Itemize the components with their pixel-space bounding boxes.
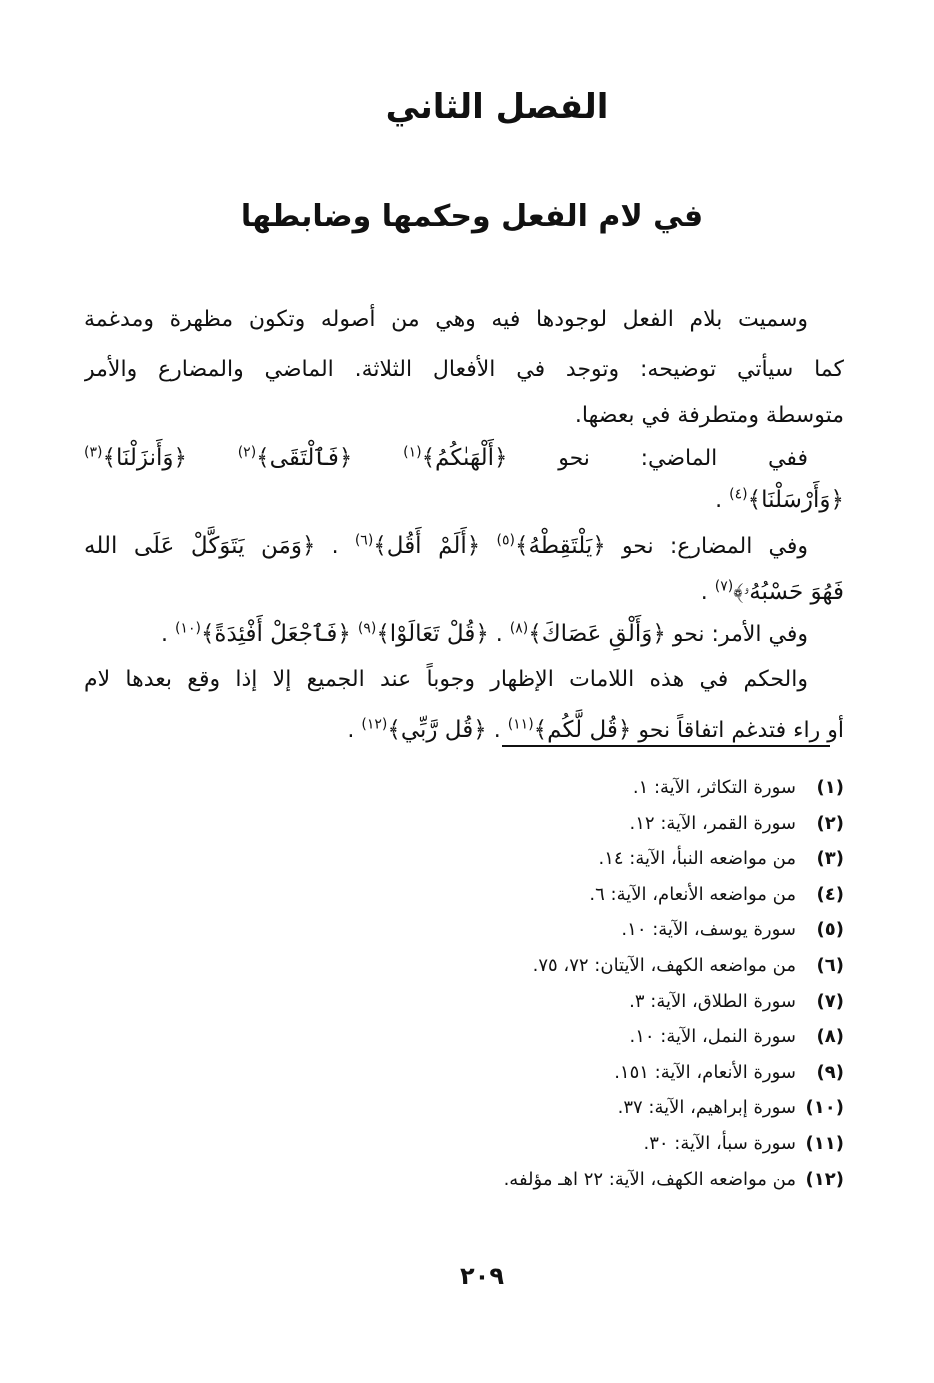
- footnote-ref: (١١): [507, 716, 534, 733]
- footnote-item: [144, 841, 844, 877]
- footnote-ref: (١): [403, 444, 422, 461]
- footnote-ref: (٣): [84, 444, 103, 461]
- footnote-text: من مواضعه الكهف، الآية: ٢٢ اهـ مؤلفه.: [503, 1168, 796, 1190]
- footnote-ref: (٦): [354, 532, 374, 549]
- footnote-number: (١٢): [805, 1168, 844, 1190]
- footnotes-list: [144, 770, 844, 1197]
- footnote-item: [144, 806, 844, 842]
- text-line: كما سيأتي توضيحه: وتوجد في الأفعال الثلاثة. الماضي والمضارع والأمر: [84, 357, 844, 382]
- footnote-number: (٧): [816, 990, 844, 1012]
- footnote-text: سورة الأنعام، الآية: ١٥١.: [614, 1061, 796, 1083]
- footnote-text: سورة سبأ، الآية: ٣٠.: [643, 1132, 796, 1154]
- text-line: فَهُوَ حَسْبُهُۥ﴾$^{(٧)}$ .: [700, 578, 844, 605]
- quran-example: ﴿أَلَمْ أَقُل﴾: [373, 533, 481, 559]
- footnote-item: [144, 912, 844, 948]
- main-text: [84, 295, 844, 755]
- quran-example: ﴿أَلْهَىٰكُمُ﴾: [421, 445, 508, 471]
- text-line-ruling: والحكم في هذه اللامات الإظهار وجوباً عند الجميع إلا إذا وقع بعدها لام: [84, 667, 808, 692]
- footnote-number: (٥): [816, 919, 844, 941]
- footnote-item: [144, 1055, 844, 1091]
- ruling-prefix: أو راء فتدغم اتفاقاً نحو: [638, 718, 844, 743]
- footnote-ref: (٩): [357, 620, 377, 637]
- quran-example: ﴿فَٱجْعَلْ أَفْئِدَةً﴾: [200, 621, 351, 647]
- quran-example: ﴿وَمَن يَتَوَكَّلْ عَلَى الله: [84, 533, 316, 559]
- past-intro: ففي الماضي: نحو: [558, 446, 808, 471]
- text-line-past: [84, 437, 844, 479]
- text-line: ﴿وَأَرْسَلْنَا﴾$^{(٤)}$ .: [715, 486, 844, 513]
- quran-example: ﴿قُل لَّكُم﴾: [533, 717, 632, 743]
- quran-example: ﴿وَأَلْقِ عَصَاكَ﴾: [528, 621, 666, 647]
- footnote-number: (١): [816, 777, 844, 798]
- text-line: متوسطة ومتطرفة في بعضها.: [574, 403, 844, 428]
- quran-example: ﴿وَأَنزَلْنَا﴾: [102, 445, 187, 471]
- footnote-ref: (٢): [237, 444, 257, 461]
- quran-example: ﴿وَأَرْسَلْنَا﴾: [747, 487, 844, 513]
- footnote-number: (٨): [816, 1026, 844, 1048]
- quran-example: ﴿يَلْتَقِطْهُ﴾: [514, 533, 606, 559]
- footnote-text: من مواضعه النبأ، الآية: ١٤.: [598, 848, 796, 870]
- present-intro: وفي المضارع: نحو: [621, 534, 808, 559]
- footnote-item: [144, 770, 844, 806]
- text-line-present: وفي المضارع: نحو ﴿يَلْتَقِطْهُ﴾$^{(٥)}$ ﴿أَلَمْ أَقُل﴾$^{(٦)}$ . ﴿وَمَن يَتَوَكَّلْ عَلَى الله: [84, 532, 808, 559]
- footnote-item: [144, 1162, 844, 1198]
- footnote-item: [144, 1126, 844, 1162]
- footnote-text: سورة النمل، الآية: ١٠.: [629, 1026, 796, 1048]
- footnote-ref: (٧): [714, 578, 734, 595]
- section-title: في لام الفعل وحكمها وضابطها: [240, 199, 704, 234]
- footnote-item: [144, 877, 844, 913]
- footnote-text: من مواضعه الكهف، الآيتان: ٧٢، ٧٥.: [532, 954, 796, 976]
- footnote-number: (٦): [816, 954, 844, 976]
- footnote-number: (١١): [805, 1132, 844, 1154]
- chapter-title: الفصل الثاني: [385, 87, 609, 127]
- footnote-ref: (٥): [496, 532, 515, 549]
- quran-example: ﴿فَٱلْتَقَى﴾: [256, 445, 353, 471]
- text-line-imperative: وفي الأمر: نحو ﴿وَأَلْقِ عَصَاكَ﴾$^{(٨)}$ . ﴿قُلْ تَعَالَوْا﴾$^{(٩)}$ ﴿فَٱجْعَلْ أَفْئِدَةً﴾$^{(١٠)}$ .: [160, 620, 808, 647]
- footnote-number: (٣): [816, 848, 844, 870]
- footnote-ref: (٨): [509, 620, 529, 637]
- footnote-item: [144, 1019, 844, 1055]
- footnote-text: سورة القمر، الآية: ١٢.: [629, 812, 796, 834]
- footnote-ref: (٤): [729, 486, 748, 503]
- footnote-number: (٩): [816, 1061, 844, 1083]
- footnote-item: [144, 948, 844, 984]
- quran-example: ﴿قُل رَّبِّي﴾: [387, 717, 487, 743]
- quran-example: فَهُوَ حَسْبُهُۥ﴾: [733, 579, 844, 605]
- footnote-text: من مواضعه الأنعام، الآية: ٦.: [589, 883, 796, 905]
- footnote-number: (٢): [816, 812, 844, 834]
- footnote-number: (٤): [816, 883, 844, 905]
- footnote-divider: [502, 745, 830, 747]
- footnote-item: [144, 984, 844, 1020]
- footnote-ref: (١٠): [174, 620, 201, 637]
- text-line: أو راء فتدغم اتفاقاً نحو ﴿قُل لَّكُم﴾$^{(١١)}$ . ﴿قُل رَّبِّي﴾$^{(١٢)}$ .: [347, 716, 844, 743]
- footnote-text: سورة إبراهيم، الآية: ٣٧.: [617, 1097, 796, 1119]
- footnote-number: (١٠): [805, 1097, 844, 1119]
- quran-example: ﴿قُلْ تَعَالَوْا﴾: [376, 621, 489, 647]
- page-number: ٢٠٩: [460, 1262, 504, 1290]
- footnote-text: سورة التكاثر، الآية: ١.: [632, 777, 796, 798]
- footnote-item: [144, 1090, 844, 1126]
- imperative-intro: وفي الأمر: نحو: [672, 622, 808, 647]
- footnote-text: سورة يوسف، الآية: ١٠.: [621, 919, 796, 941]
- text-line: وسميت بلام الفعل لوجودها فيه وهي من أصوله وتكون مظهرة ومدغمة: [84, 307, 808, 332]
- footnote-ref: (١٢): [361, 716, 388, 733]
- footnote-text: سورة الطلاق، الآية: ٣.: [629, 990, 796, 1012]
